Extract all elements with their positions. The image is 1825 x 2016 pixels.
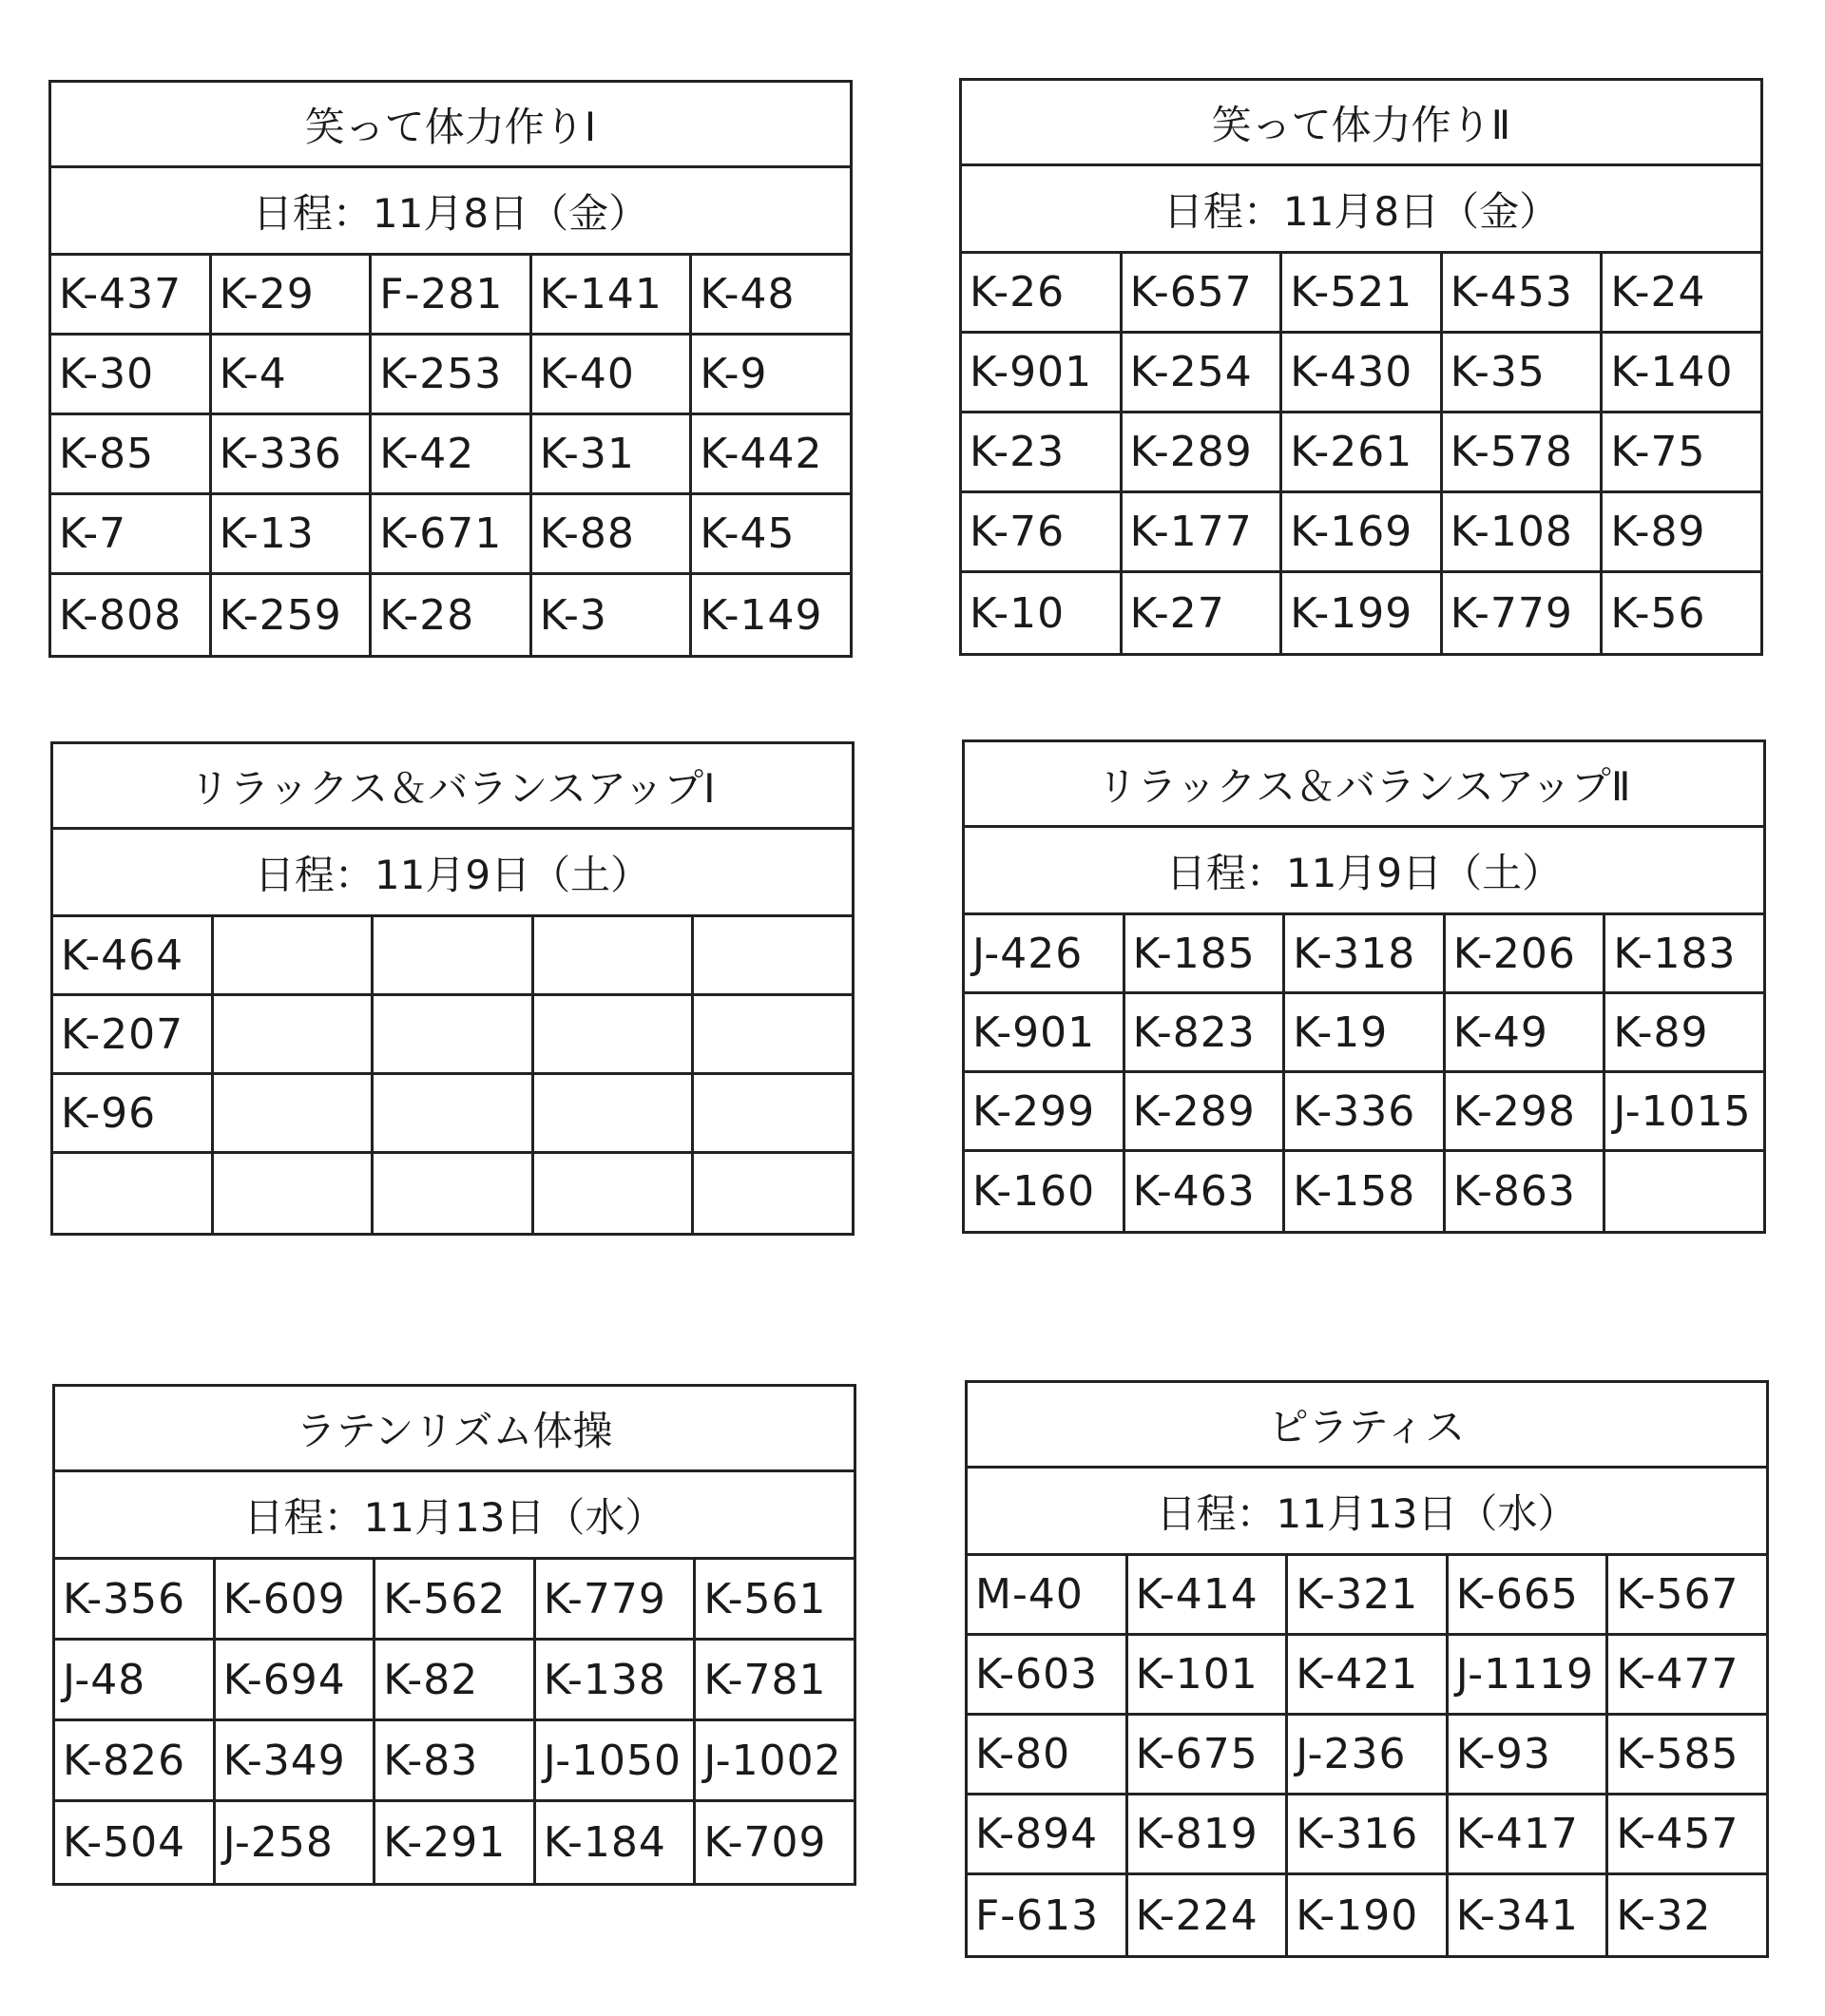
participant-id-cell: K-10 [962, 573, 1123, 653]
participant-id-cell: F-613 [968, 1875, 1128, 1955]
participant-id-cell [534, 1075, 695, 1151]
participant-id-cell: K-253 [372, 336, 532, 413]
participant-id-cell: K-356 [55, 1560, 216, 1638]
participant-id-cell: K-24 [1610, 268, 1706, 317]
participant-id-cell: K-207 [53, 996, 214, 1072]
participant-id-cell: K-23 [962, 413, 1123, 490]
table-schedule: 日程：11月9日（土） [53, 830, 852, 917]
participant-id-cell [374, 917, 534, 993]
participant-id-cell: K-108 [1443, 493, 1604, 570]
class-table-latin-rhythm [52, 1384, 856, 1886]
participant-id-cell: K-184 [536, 1802, 697, 1883]
participant-id-cell: K-48 [700, 270, 796, 318]
participant-id-cell: K-49 [1446, 994, 1606, 1070]
participant-id-cell: K-96 [53, 1075, 214, 1151]
participant-id-cell: K-298 [1446, 1073, 1606, 1149]
participant-id-cell: K-75 [1610, 428, 1706, 476]
table-row [51, 336, 850, 415]
table-row [962, 334, 1760, 413]
participant-id-cell: K-183 [1613, 929, 1737, 978]
participant-id-cell [214, 1075, 375, 1151]
participant-id-cell [374, 1075, 534, 1151]
participant-id-cell: K-259 [212, 575, 373, 655]
class-table-relax-balance-2 [962, 739, 1766, 1234]
participant-id-cell: K-4 [212, 336, 373, 413]
participant-id-cell: K-437 [51, 256, 212, 333]
participant-id-cell: K-414 [1128, 1556, 1289, 1633]
participant-id-cell: J-1002 [703, 1736, 842, 1785]
table-row [55, 1641, 854, 1721]
participant-id-cell: K-442 [700, 430, 823, 478]
participant-id-cell: K-808 [51, 575, 212, 655]
table-row [968, 1556, 1766, 1636]
participant-id-cell: K-206 [1446, 915, 1606, 991]
participant-id-cell: K-29 [212, 256, 373, 333]
table-row [968, 1875, 1766, 1955]
table-title: 笑って体力作りⅠ [51, 83, 850, 168]
participant-id-cell: K-299 [965, 1073, 1125, 1149]
participant-id-cell [694, 1075, 852, 1151]
participant-id-cell: K-779 [1443, 573, 1604, 653]
participant-id-cell: K-457 [1616, 1810, 1739, 1858]
class-table-relax-balance-1 [50, 741, 855, 1236]
participant-id-cell: J-1015 [1613, 1086, 1752, 1136]
table-schedule: 日程：11月9日（土） [965, 828, 1763, 915]
participant-id-cell: J-426 [965, 915, 1125, 991]
participant-id-cell [214, 1154, 375, 1233]
class-table-warratte-2 [959, 78, 1763, 656]
table-row [965, 1152, 1763, 1231]
participant-id-cell: F-281 [372, 256, 532, 333]
participant-id-cell: K-101 [1128, 1636, 1289, 1713]
table-row [55, 1802, 854, 1883]
participant-id-cell: K-826 [55, 1721, 216, 1799]
table-schedule: 日程：11月13日（水） [55, 1472, 854, 1560]
table-title: ラテンリズム体操 [55, 1387, 854, 1472]
participant-id-cell: K-901 [965, 994, 1125, 1070]
table-title: ピラティス [968, 1383, 1766, 1469]
participant-id-cell: K-823 [1125, 994, 1286, 1070]
participant-id-cell: K-160 [965, 1152, 1125, 1231]
participant-id-cell: K-82 [375, 1641, 536, 1718]
participant-id-cell: K-291 [375, 1802, 536, 1883]
table-title: リラックス＆バランスアップⅡ [965, 742, 1763, 828]
table-row [962, 254, 1760, 334]
participant-id-cell: K-464 [53, 917, 214, 993]
participant-id-cell: K-694 [216, 1641, 376, 1718]
participant-id-cell: K-561 [703, 1574, 827, 1623]
participant-id-cell: K-177 [1123, 493, 1283, 570]
participant-id-cell: J-1050 [536, 1721, 697, 1799]
participant-id-cell [534, 996, 695, 1072]
participant-id-cell [1605, 1152, 1763, 1231]
participant-id-cell: K-562 [375, 1560, 536, 1638]
participant-id-cell: K-3 [532, 575, 693, 655]
participant-id-cell: K-349 [216, 1721, 376, 1799]
participant-id-cell: K-88 [532, 495, 693, 572]
participant-id-cell: K-93 [1449, 1716, 1609, 1793]
table-row [55, 1721, 854, 1802]
participant-id-cell: K-901 [962, 334, 1123, 411]
table-row [965, 1073, 1763, 1152]
participant-id-cell [694, 1154, 852, 1233]
participant-id-cell: K-9 [700, 350, 768, 398]
participant-id-cell: K-430 [1282, 334, 1443, 411]
participant-id-cell: K-675 [1128, 1716, 1289, 1793]
participant-id-cell: K-863 [1446, 1152, 1606, 1231]
table-row [55, 1560, 854, 1641]
table-row [968, 1636, 1766, 1716]
table-row [962, 493, 1760, 573]
participant-id-cell: K-609 [216, 1560, 376, 1638]
participant-id-cell: K-224 [1128, 1875, 1289, 1955]
participant-id-cell: J-258 [216, 1802, 376, 1883]
participant-id-cell: K-26 [962, 254, 1123, 331]
table-schedule: 日程：11月8日（金） [51, 168, 850, 256]
participant-id-cell: K-671 [372, 495, 532, 572]
participant-id-cell [534, 1154, 695, 1233]
table-row [53, 917, 852, 996]
participant-id-cell: K-141 [532, 256, 693, 333]
participant-id-cell: K-603 [968, 1636, 1128, 1713]
table-row [53, 1154, 852, 1233]
participant-id-cell: J-1119 [1449, 1636, 1609, 1713]
participant-id-cell: K-453 [1443, 254, 1604, 331]
participant-id-cell: K-336 [212, 415, 373, 492]
participant-id-cell: K-254 [1123, 334, 1283, 411]
participant-id-cell: K-40 [532, 336, 693, 413]
participant-id-cell: K-894 [968, 1795, 1128, 1872]
participant-id-cell [374, 1154, 534, 1233]
participant-id-cell: K-31 [532, 415, 693, 492]
participant-id-cell: K-199 [1282, 573, 1443, 653]
participant-id-cell [53, 1154, 214, 1233]
participant-id-cell [374, 996, 534, 1072]
participant-id-cell: K-19 [1285, 994, 1446, 1070]
class-table-pilates [965, 1380, 1769, 1958]
participant-id-cell: K-190 [1288, 1875, 1449, 1955]
participant-id-cell: K-321 [1288, 1556, 1449, 1633]
table-row [962, 573, 1760, 653]
class-table-warratte-1 [48, 80, 853, 658]
participant-id-cell: K-27 [1123, 573, 1283, 653]
table-row [51, 575, 850, 655]
participant-id-cell [694, 917, 852, 993]
participant-id-cell: K-289 [1123, 413, 1283, 490]
participant-id-cell: K-169 [1282, 493, 1443, 570]
participant-id-cell [534, 917, 695, 993]
participant-id-cell: K-76 [962, 493, 1123, 570]
table-row [968, 1795, 1766, 1875]
participant-id-cell: K-138 [536, 1641, 697, 1718]
participant-id-cell: K-463 [1125, 1152, 1286, 1231]
participant-id-cell: K-32 [1616, 1891, 1712, 1940]
participant-id-cell: K-417 [1449, 1795, 1609, 1872]
participant-id-cell: K-13 [212, 495, 373, 572]
participant-id-cell: K-158 [1285, 1152, 1446, 1231]
participant-id-cell: K-7 [51, 495, 212, 572]
participant-id-cell: K-504 [55, 1802, 216, 1883]
participant-id-cell: K-185 [1125, 915, 1286, 991]
participant-id-cell: K-585 [1616, 1730, 1739, 1778]
table-row [53, 1075, 852, 1154]
table-row [965, 994, 1763, 1073]
participant-id-cell: J-48 [55, 1641, 216, 1718]
participant-id-cell: K-45 [700, 509, 796, 558]
table-row [51, 495, 850, 575]
participant-id-cell: K-781 [703, 1655, 827, 1704]
participant-id-cell: K-665 [1449, 1556, 1609, 1633]
participant-id-cell: K-779 [536, 1560, 697, 1638]
participant-id-cell: K-140 [1610, 348, 1734, 396]
participant-id-cell: K-819 [1128, 1795, 1289, 1872]
participant-id-cell: J-236 [1288, 1716, 1449, 1793]
participant-id-cell [214, 996, 375, 1072]
table-schedule: 日程：11月8日（金） [962, 166, 1760, 254]
participant-id-cell [214, 917, 375, 993]
participant-id-cell: K-316 [1288, 1795, 1449, 1872]
participant-id-cell: K-42 [372, 415, 532, 492]
participant-id-cell: K-149 [700, 590, 823, 640]
table-row [51, 415, 850, 495]
participant-id-cell: K-477 [1616, 1650, 1739, 1699]
participant-id-cell: K-709 [703, 1818, 827, 1867]
participant-id-cell: K-336 [1285, 1073, 1446, 1149]
table-row [965, 915, 1763, 994]
table-row [53, 996, 852, 1075]
participant-id-cell: K-35 [1443, 334, 1604, 411]
participant-id-cell: K-578 [1443, 413, 1604, 490]
participant-id-cell: K-289 [1125, 1073, 1286, 1149]
participant-id-cell: K-261 [1282, 413, 1443, 490]
table-title: リラックス＆バランスアップⅠ [53, 744, 852, 830]
table-title: 笑って体力作りⅡ [962, 81, 1760, 166]
table-schedule: 日程：11月13日（水） [968, 1469, 1766, 1556]
participant-id-cell: K-89 [1610, 508, 1706, 556]
participant-id-cell [694, 996, 852, 1072]
participant-id-cell: K-318 [1285, 915, 1446, 991]
table-row [968, 1716, 1766, 1795]
participant-id-cell: M-40 [968, 1556, 1128, 1633]
participant-id-cell: K-421 [1288, 1636, 1449, 1713]
participant-id-cell: K-28 [372, 575, 532, 655]
participant-id-cell: K-83 [375, 1721, 536, 1799]
table-row [51, 256, 850, 336]
participant-id-cell: K-85 [51, 415, 212, 492]
table-row [962, 413, 1760, 493]
participant-id-cell: K-341 [1449, 1875, 1609, 1955]
participant-id-cell: K-521 [1282, 254, 1443, 331]
participant-id-cell: K-56 [1610, 588, 1706, 638]
participant-id-cell: K-567 [1616, 1570, 1739, 1619]
participant-id-cell: K-89 [1613, 1008, 1709, 1057]
participant-id-cell: K-80 [968, 1716, 1128, 1793]
participant-id-cell: K-657 [1123, 254, 1283, 331]
participant-id-cell: K-30 [51, 336, 212, 413]
